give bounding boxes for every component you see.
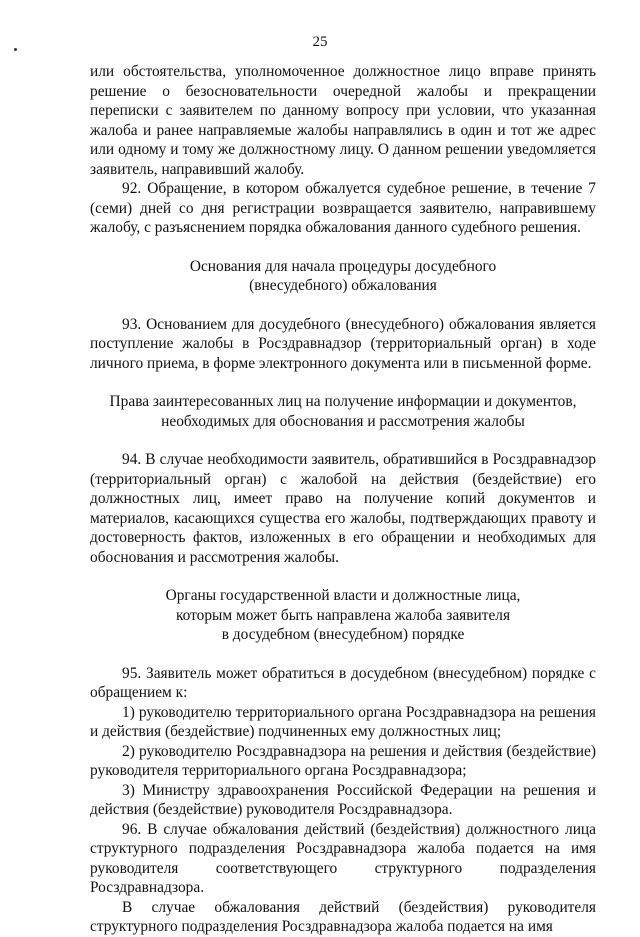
section-heading-rights <box>90 392 596 431</box>
paragraph-96: 96. В случае обжалования действий (бездействия) должностного лица структурного подразделения Росздравнадзора жалоба подается на имя руководителя соответствующего структурного подразделения Росздравнадзора. <box>90 820 596 896</box>
list-item-2: 2) руководителю Росздравнадзора на решения и действия (бездействие) руководителя территориального органа Росздравнадзора; <box>90 742 596 779</box>
heading-line: Права заинтересованных лиц на получение информации и документов, <box>109 393 577 410</box>
heading-line: которым может быть направлена жалоба заявителя <box>175 606 511 624</box>
paragraph-continuation: или обстоятельства, уполномоченное должностное лицо вправе принять решение о безосновательности очередной жалобы и прекращении переписки с заявителем по данному вопросу при условии, что указанная жалоба и ранее направляемые жалобы направлялись в один и тот же адрес или одному и тому же должностному лицу. О данном решении уведомляется заявитель, направивший жалобу. <box>90 63 596 178</box>
paragraph-93: 93. Основанием для досудебного (внесудебного) обжалования является поступление жалобы в Росздравнадзор (территориальный орган) в ходе личного приема, в форме электронного документа или в письменной форме. <box>90 315 596 372</box>
paragraph-92: 92. Обращение, в котором обжалуется судебное решение, в течение 7 (семи) дней со дня регистрации возвращается заявителю, направившему жалобу, с разъяснением порядка обжалования данного судебного решения. <box>90 180 596 236</box>
heading-line: необходимых для обоснования и рассмотрения жалобы <box>161 412 525 430</box>
heading-line: (внесудебного) обжалования <box>249 277 437 294</box>
heading-line: Органы государственной власти и должностные лица, <box>165 587 521 604</box>
page-number: 25 <box>312 34 328 50</box>
paragraph-94: 94. В случае необходимости заявитель, обратившийся в Росздравнадзор (территориальный орган) с жалобой на действия (бездействие) его должностных лиц, имеет право на получение копий документов и материалов, касающихся существа его жалобы, подтверждающих правоту и достоверность фактов, изложенных в его обращении и необходимых для обоснования и рассмотрения жалобы. <box>90 451 596 566</box>
scan-speck <box>14 48 17 51</box>
heading-line: Основания для начала процедуры досудебного <box>189 257 497 275</box>
section-heading-authorities <box>90 586 596 645</box>
list-item-1: 1) руководителю территориального органа Росздравнадзора на решения и действия (бездействие) подчиненных ему должностных лиц; <box>90 703 596 740</box>
list-item-3: 3) Министру здравоохранения Российской Федерации на решения и действия (бездействие) руководителя Росздравнадзора. <box>90 781 596 818</box>
section-heading-grounds <box>90 257 596 296</box>
heading-line: в досудебном (внесудебном) порядке <box>221 626 465 643</box>
paragraph-95: 95. Заявитель может обратиться в досудебном (внесудебном) порядке с обращением к: <box>90 664 596 701</box>
document-body <box>90 62 596 937</box>
paragraph-96-continued: В случае обжалования действий (бездействия) руководителя структурного подразделения Росздравнадзора жалоба подается на имя <box>90 898 596 935</box>
